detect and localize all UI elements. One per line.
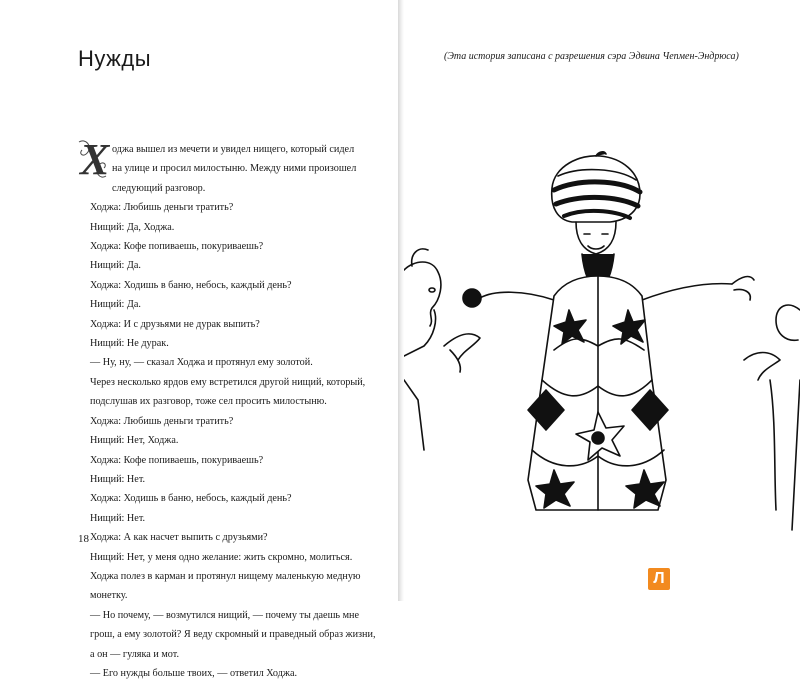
story-line: Ходжа: И с друзьями не дурак выпить? xyxy=(90,318,260,330)
story-line: Нищий: Не дурак. xyxy=(90,338,169,350)
story-line: Ходжа: Любишь деньги тратить? xyxy=(90,415,234,427)
story-text xyxy=(78,136,376,683)
story-line: Ходжа: Любишь деньги тратить? xyxy=(90,202,234,214)
left-onlooker-figure xyxy=(404,249,480,450)
story-line: на улице и просил милостыню. Между ними произошел xyxy=(112,163,357,175)
story-line: Через несколько ярдов ему встретился другой нищий, который, xyxy=(90,376,366,388)
attribution-note: (Эта история записана с разрешения сэра Эдвина Чепмен-Эндрюса) xyxy=(444,51,739,62)
page-title: Нужды xyxy=(78,46,152,71)
story-line: — Ну, ну, — сказал Ходжа и протянул ему золотой. xyxy=(90,357,313,369)
story-line: Ходжа: Кофе попиваешь, покуриваешь? xyxy=(90,454,264,466)
story-line: — Но почему, — возмутился нищий, — почему ты даешь мне xyxy=(90,609,360,621)
publisher-logo-icon: Л xyxy=(648,568,670,590)
story-line: Ходжа: Ходишь в баню, небось, каждый день? xyxy=(90,279,292,291)
story-line: Нищий: Нет, Ходжа. xyxy=(90,435,179,447)
turban xyxy=(552,152,640,222)
story-line: Ходжа: Ходишь в баню, небось, каждый день? xyxy=(90,493,292,505)
story-line: Ходжа полез в карман и протянул нищему маленькую медную xyxy=(90,570,361,582)
page-number: 18 xyxy=(78,533,89,545)
right-onlooker-figure xyxy=(744,305,800,530)
story-line: — Его нужды больше твоих, — ответил Ходжа. xyxy=(90,667,298,679)
dropcap-letter: Х xyxy=(80,136,110,182)
story-line: монетку. xyxy=(90,590,128,602)
story-line: Ходжа: Кофе попиваешь, покуриваешь? xyxy=(90,241,264,253)
story-line: Нищий: Нет. xyxy=(90,473,146,485)
story-line: Нищий: Да. xyxy=(90,299,141,311)
dropcap-ornament xyxy=(76,136,110,182)
story-line: оджа вышел из мечети и увидел нищего, который сидел xyxy=(112,144,355,155)
left-page xyxy=(0,0,398,679)
story-line: Нищий: Нет, у меня одно желание: жить скромно, молиться. xyxy=(90,551,353,563)
story-line: Нищий: Да, Ходжа. xyxy=(90,221,175,233)
story-line: Нищий: Нет. xyxy=(90,512,146,524)
right-page xyxy=(404,0,800,601)
story-line: грош, а ему золотой? Я веду скромный и праведный образ жизни, xyxy=(90,629,376,641)
story-line: Ходжа: А как насчет выпить с друзьями? xyxy=(90,532,268,544)
story-line: Нищий: Да. xyxy=(90,260,141,272)
story-line: а он — гуляка и мот. xyxy=(90,648,179,660)
hodja-illustration xyxy=(404,150,800,590)
story-line: следующий разговор. xyxy=(112,182,206,194)
story-line: подслушав их разговор, тоже сел просить милостыню. xyxy=(90,396,327,408)
gold-coin xyxy=(463,289,481,307)
